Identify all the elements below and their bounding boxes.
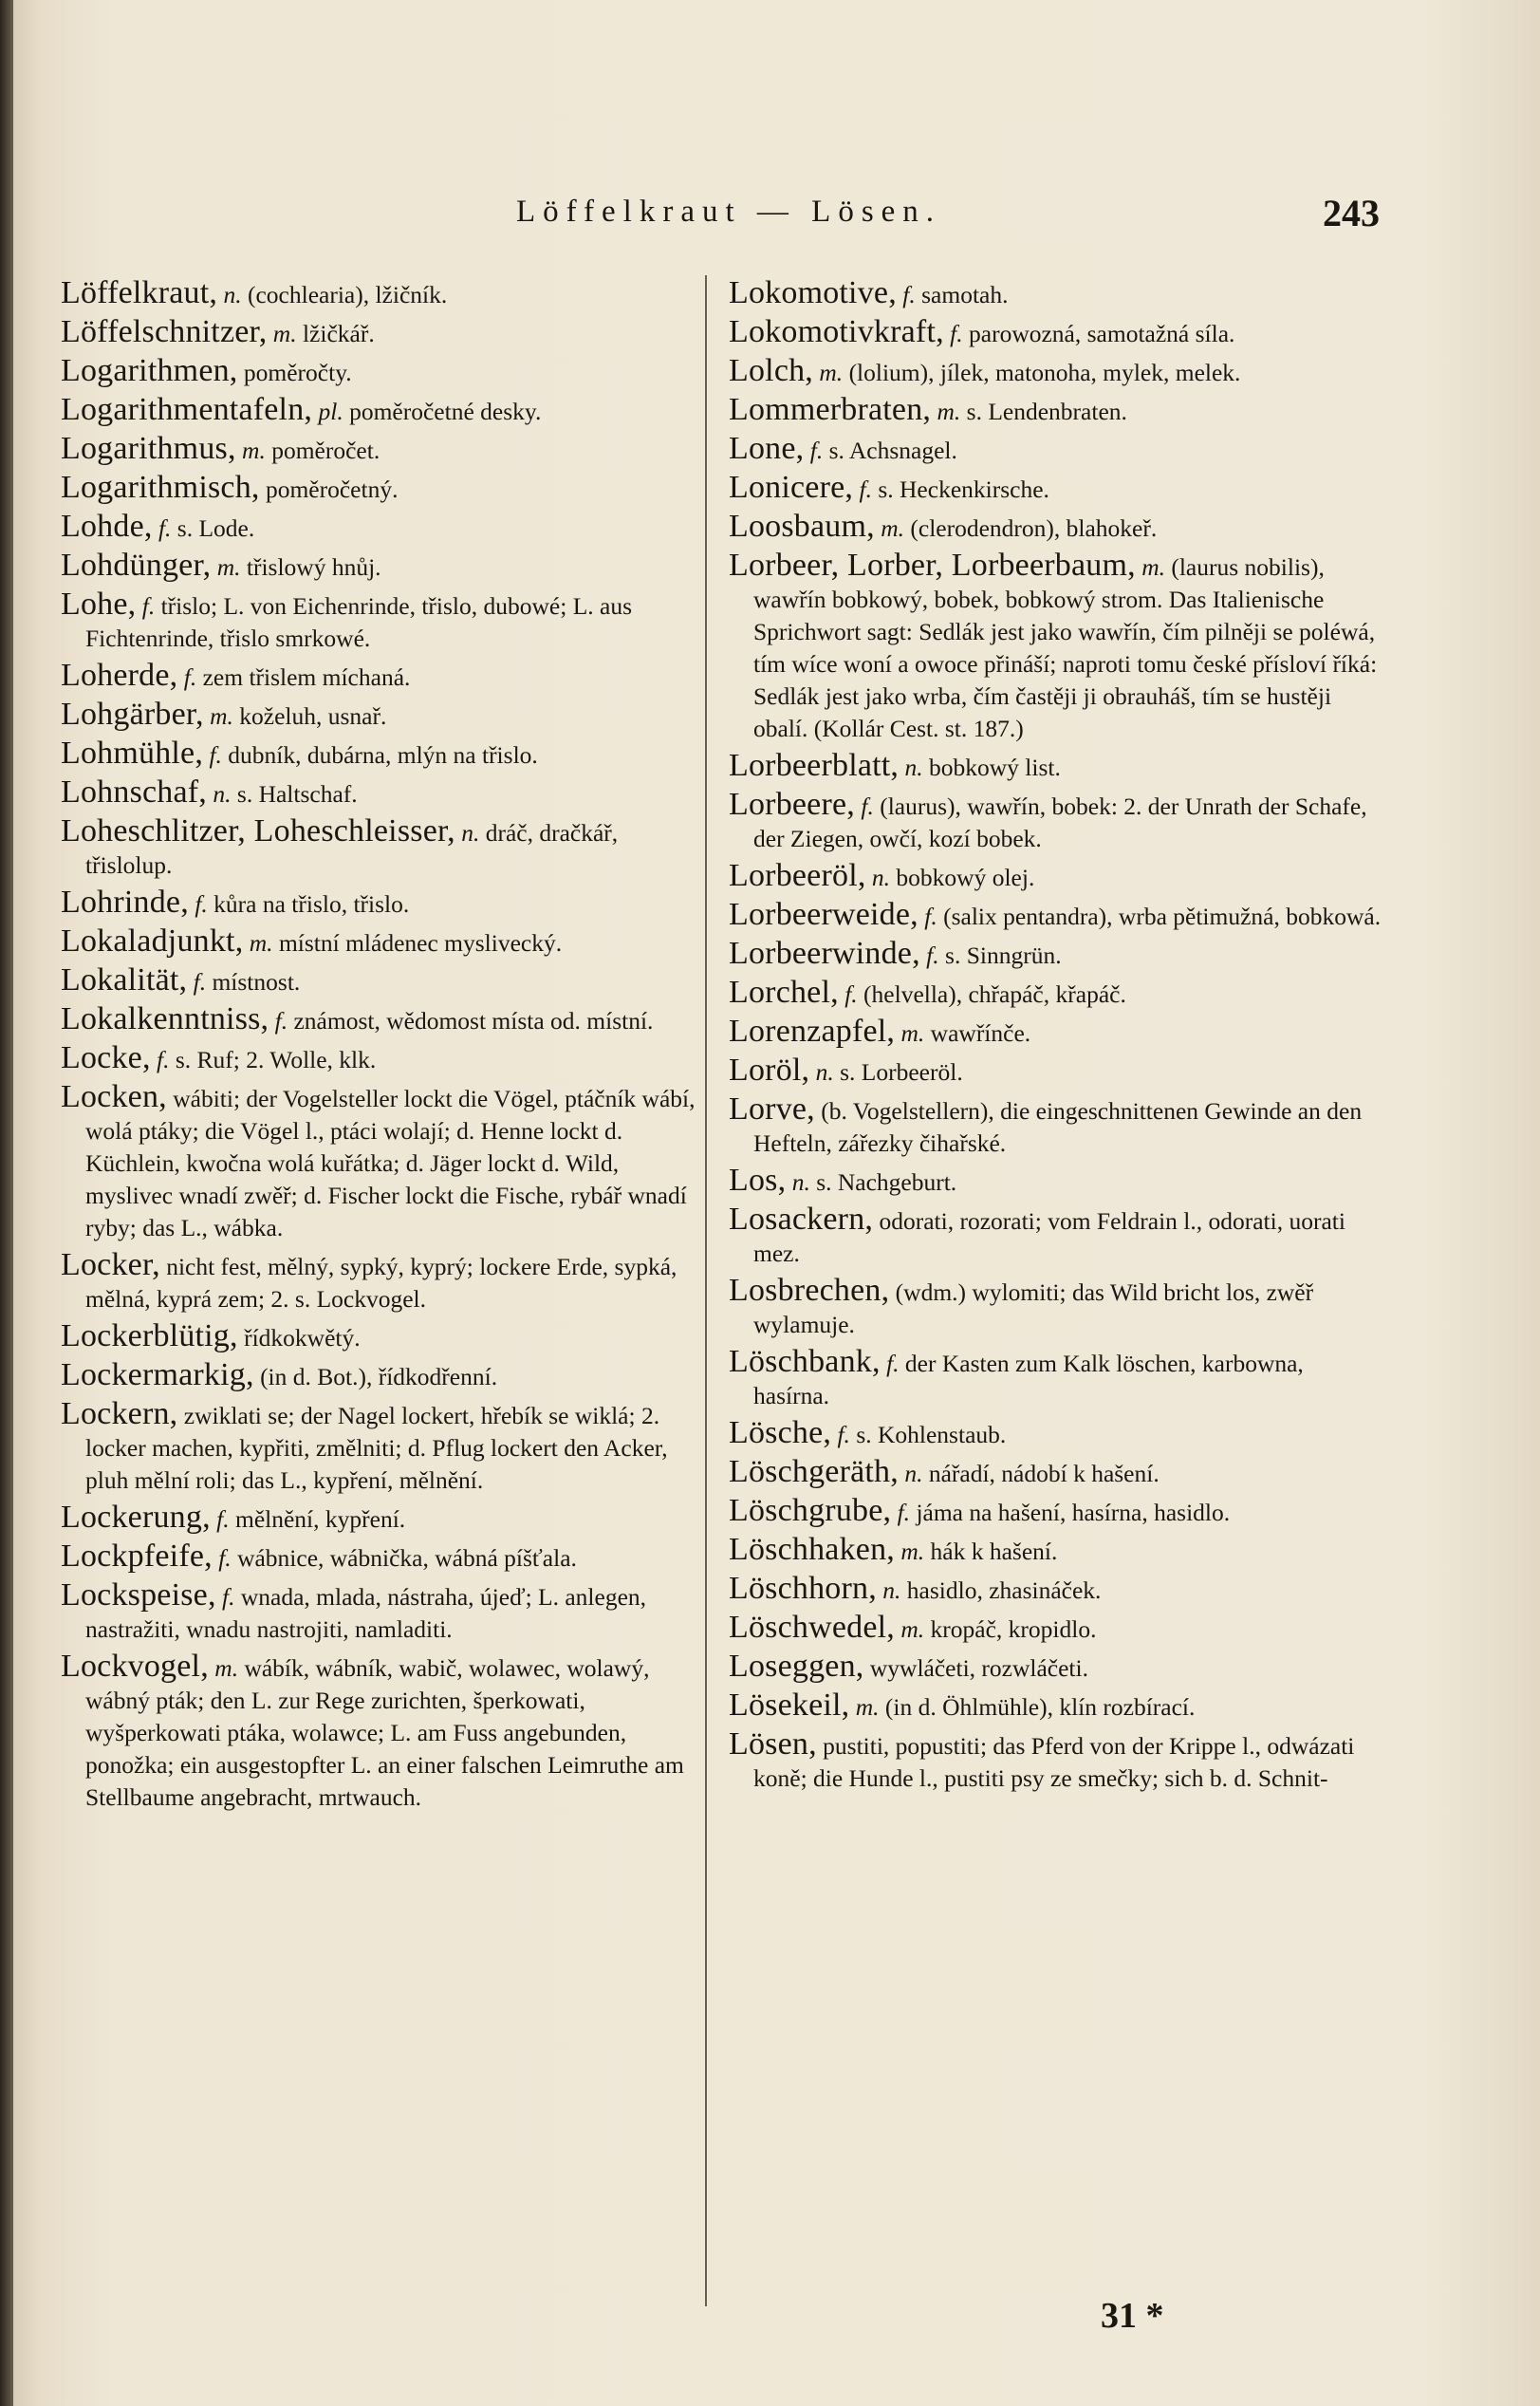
entry-headword: Locker,: [61, 1247, 160, 1282]
entry-grammar: n.: [904, 754, 923, 781]
page-header: [61, 192, 1380, 252]
dictionary-entry: [61, 1539, 706, 1575]
dictionary-entry: [729, 548, 1383, 745]
dictionary-entry: [61, 470, 706, 506]
entry-headword: Löschhaken,: [729, 1532, 895, 1567]
dictionary-entry: [61, 1040, 706, 1076]
dictionary-entry: [729, 1415, 1383, 1451]
entry-grammar: m.: [881, 514, 905, 542]
entry-definition: wábiti; der Vogelsteller lockt die Vögel, ptáčník wábí, wolá ptáky; die Vögel l., ptáci wolají; d. Henne lockt d. Küchlein, kwočna wolá kuřátka; d. Jäger lockt d. Wild, myslivec wnadí zwěř; d. Fischer lockt die Fische, rybář wnadí ryby; das L., wábka.: [85, 1085, 696, 1241]
entry-headword: Loherde,: [61, 658, 178, 693]
dictionary-entry: [729, 431, 1383, 467]
entry-definition: (clerodendron), blahokeř.: [910, 514, 1158, 542]
dictionary-entry: [61, 1500, 706, 1536]
entry-definition: samotah.: [921, 281, 1009, 308]
entry-grammar: f.: [141, 592, 156, 620]
entry-definition: (helvella), chřapáč, křapáč.: [863, 980, 1126, 1008]
entry-definition: (in d. Öhlmühle), klín rozbírací.: [884, 1693, 1196, 1721]
dictionary-entry: [729, 1163, 1383, 1199]
dictionary-entry: [61, 431, 706, 467]
entry-definition: s. Ruf; 2. Wolle, klk.: [175, 1046, 377, 1073]
page-number: 243: [1323, 192, 1380, 234]
entry-grammar: f.: [157, 1046, 170, 1073]
entry-definition: třislo; L. von Eichenrinde, třislo, dubowé; L. aus Fichtenrinde, třislo smrkowé.: [85, 592, 633, 652]
book-spine: [0, 0, 13, 2406]
entry-grammar: pl.: [318, 398, 343, 425]
entry-definition: s. Achsnagel.: [828, 437, 957, 464]
entry-definition: wywláčeti, rozwláčeti.: [869, 1654, 1088, 1682]
entry-grammar: f.: [216, 1505, 230, 1533]
dictionary-entry: [61, 885, 706, 921]
dictionary-entry: [61, 1079, 706, 1244]
entry-headword: Losackern,: [729, 1202, 874, 1237]
entry-headword: Lösen,: [729, 1726, 817, 1762]
dictionary-entry: [729, 1014, 1383, 1050]
entry-grammar: m.: [216, 553, 241, 581]
entry-headword: Logarithmisch,: [61, 470, 260, 505]
entry-grammar: n.: [904, 1460, 923, 1487]
entry-definition: pustiti, popustiti; das Pferd von der Krippe l., odwázati koně; die Hunde l., pustiti psy ze smečky; sich b. d. Schnit-: [753, 1732, 1355, 1792]
dictionary-entry: [729, 1454, 1383, 1490]
entry-headword: Lolch,: [729, 353, 814, 388]
dictionary-entry: [729, 1273, 1383, 1341]
dictionary-entry: [61, 1396, 706, 1497]
dictionary-entry: [729, 470, 1383, 506]
entry-definition: třislowý hnůj.: [246, 553, 381, 581]
dictionary-entry: [61, 962, 706, 998]
entry-headword: Lorchel,: [729, 975, 839, 1010]
dictionary-entry: [729, 1688, 1383, 1724]
entry-headword: Locken,: [61, 1079, 167, 1114]
dictionary-entry: [61, 587, 706, 655]
entry-definition: odorati, rozorati; vom Feldrain l., odorati, uorati mez.: [753, 1207, 1345, 1267]
entry-definition: (cochlearia), lžičník.: [247, 281, 448, 308]
dictionary-entry: [729, 392, 1383, 428]
dictionary-entry: [61, 314, 706, 350]
entry-headword: Lohe,: [61, 587, 137, 622]
entry-headword: Lorbeere,: [729, 787, 855, 822]
entry-headword: Lohmühle,: [61, 736, 204, 771]
dictionary-entry: [61, 813, 706, 882]
dictionary-entry: [729, 1610, 1383, 1646]
dictionary-entry: [61, 774, 706, 811]
entry-grammar: m.: [900, 1615, 925, 1643]
entry-grammar: f.: [861, 793, 874, 820]
dictionary-entry: [61, 392, 706, 428]
entry-definition: s. Kohlenstaub.: [856, 1421, 1007, 1448]
entry-headword: Losbrechen,: [729, 1273, 890, 1308]
entry-headword: Lorenzapfel,: [729, 1014, 896, 1049]
dictionary-entry: [729, 1344, 1383, 1412]
entry-grammar: f.: [809, 437, 824, 464]
entry-headword: Lockerung,: [61, 1500, 211, 1535]
entry-grammar: f.: [158, 514, 172, 542]
entry-grammar: m.: [249, 929, 273, 957]
dictionary-entry: [61, 736, 706, 772]
entry-definition: řídkokwětý.: [244, 1324, 361, 1352]
entry-headword: Loröl,: [729, 1053, 810, 1088]
dictionary-entry: [729, 1493, 1383, 1529]
dictionary-entry: [61, 658, 706, 694]
entry-grammar: f.: [218, 1544, 232, 1572]
dictionary-entry: [61, 353, 706, 389]
entry-headword: Logarithmus,: [61, 431, 236, 466]
entry-definition: s. Nachgeburt.: [816, 1168, 957, 1196]
dictionary-entry: [729, 975, 1383, 1011]
entry-definition: s. Lendenbraten.: [966, 398, 1127, 425]
entry-definition: lžičkář.: [302, 320, 375, 347]
entry-headword: Loheschlitzer, Loheschleisser,: [61, 813, 455, 849]
entry-grammar: m.: [272, 320, 297, 347]
dictionary-entry: [61, 1357, 706, 1393]
entry-definition: s. Haltschaf.: [236, 780, 358, 808]
dictionary-entry: [61, 1577, 706, 1646]
dictionary-entry: [61, 697, 706, 733]
entry-headword: Löschhorn,: [729, 1571, 877, 1606]
entry-definition: bobkowý olej.: [896, 864, 1035, 891]
dictionary-entry: [729, 509, 1383, 545]
entry-grammar: m.: [900, 1019, 925, 1047]
dictionary-entry: [729, 1091, 1383, 1160]
entry-definition: poměročet.: [271, 437, 380, 464]
entry-headword: Lohnschaf,: [61, 774, 208, 810]
entry-definition: der Kasten zum Kalk löschen, karbowna, hasírna.: [753, 1350, 1304, 1409]
entry-headword: Logarithmen,: [61, 353, 238, 388]
entry-headword: Lokaladjunkt,: [61, 923, 244, 959]
entry-grammar: f.: [950, 320, 963, 347]
entry-grammar: n.: [213, 780, 232, 808]
entry-grammar: f.: [222, 1583, 235, 1611]
entry-definition: s. Heckenkirsche.: [878, 476, 1049, 503]
entry-headword: Loseggen,: [729, 1649, 864, 1684]
entry-grammar: f.: [183, 663, 197, 691]
entry-definition: hasidlo, zhasináček.: [906, 1576, 1102, 1604]
entry-definition: jáma na hašení, hasírna, hasidlo.: [916, 1499, 1231, 1526]
entry-definition: (laurus nobilis), wawřín bobkowý, bobek, bobkowý strom. Das Italienische Sprichwort sagt: Sedlák jest jako wawřín, čím pilněji se poléwá, tím wíce woní a owoce přináší; naproti tomu české přísloví říká: Sedlák jest jako wrba, čím častěji ji obrauháš, tím se hustěji obalí. (Kollár Cest. st. 187.): [753, 553, 1378, 742]
entry-definition: (b. Vogelstellern), die eingeschnittenen Gewinde an den Hefteln, zářezky čihařské.: [753, 1097, 1363, 1157]
entry-definition: wawřínče.: [930, 1019, 1031, 1047]
entry-headword: Lorbeerwinde,: [729, 936, 920, 971]
dictionary-entry: [729, 1532, 1383, 1568]
entry-headword: Lorve,: [729, 1091, 815, 1127]
entry-headword: Lokalität,: [61, 962, 188, 998]
entry-grammar: n.: [871, 864, 891, 891]
dictionary-entry: [729, 1202, 1383, 1270]
entry-grammar: m.: [819, 359, 844, 386]
dictionary-entry: [729, 936, 1383, 972]
entry-definition: (lolium), jílek, matonoha, mylek, melek.: [848, 359, 1241, 386]
right-column: [729, 275, 1383, 1798]
dictionary-entry: [61, 1318, 706, 1354]
entry-definition: (in d. Bot.), řídkodřenní.: [260, 1363, 498, 1390]
entry-headword: Los,: [729, 1163, 787, 1198]
entry-headword: Lokomotivkraft,: [729, 314, 944, 349]
entry-grammar: f.: [193, 968, 207, 996]
dictionary-entry: [61, 1001, 706, 1037]
entry-definition: kropáč, kropidlo.: [930, 1615, 1097, 1643]
entry-grammar: m.: [1141, 553, 1165, 581]
entry-definition: poměročetný.: [265, 476, 399, 503]
entry-definition: zwiklati se; der Nagel lockert, hřebík se wiklá; 2. locker machen, kypřiti, změlniti; d. Pflug lockert den Acker, pluh mělní roli; das L., kypření, mělnění.: [85, 1402, 668, 1494]
entry-grammar: n.: [815, 1058, 834, 1086]
entry-headword: Lohde,: [61, 509, 153, 544]
dictionary-entry: [729, 1649, 1383, 1685]
entry-headword: Lone,: [729, 431, 805, 466]
entry-headword: Löffelschnitzer,: [61, 314, 268, 349]
entry-definition: (wdm.) wylomiti; das Wild bricht los, zwěř wylamuje.: [753, 1278, 1314, 1338]
entry-grammar: n.: [882, 1576, 901, 1604]
entry-headword: Lorbeerweide,: [729, 897, 918, 932]
dictionary-entry: [61, 509, 706, 545]
entry-definition: wábnice, wábnička, wábná píšťala.: [237, 1544, 577, 1572]
entry-headword: Lockern,: [61, 1396, 178, 1431]
entry-definition: místnost.: [212, 968, 301, 996]
entry-definition: wnada, mlada, nástraha, újeď; L. anlegen, nastražiti, wnadu nastrojiti, namladiti.: [85, 1583, 647, 1643]
entry-definition: koželuh, usnař.: [239, 702, 387, 730]
entry-definition: s. Sinngrün.: [945, 942, 1062, 969]
entry-grammar: f.: [274, 1007, 288, 1035]
dictionary-entry: [729, 314, 1383, 350]
entry-grammar: f.: [844, 980, 858, 1008]
entry-headword: Löschwedel,: [729, 1610, 895, 1645]
entry-headword: Lohdünger,: [61, 548, 212, 583]
entry-definition: hák k hašení.: [930, 1538, 1058, 1565]
entry-headword: Loosbaum,: [729, 509, 875, 544]
entry-headword: Lorbeer, Lorber, Lorbeerbaum,: [729, 548, 1136, 583]
dictionary-entry: [61, 1649, 706, 1814]
entry-definition: s. Lorbeeröl.: [840, 1058, 963, 1086]
dictionary-entry: [729, 1726, 1383, 1795]
entry-grammar: f.: [924, 903, 937, 930]
entry-definition: parowozná, samotažná síla.: [969, 320, 1235, 347]
entry-grammar: f.: [209, 741, 222, 769]
dictionary-entry: [729, 353, 1383, 389]
entry-headword: Löschbank,: [729, 1344, 881, 1379]
entry-grammar: m.: [214, 1654, 239, 1682]
entry-headword: Lokomotive,: [729, 275, 897, 310]
column-divider: [705, 275, 707, 2306]
entry-definition: (salix pentandra), wrba pětimužná, bobkowá.: [943, 903, 1382, 930]
entry-definition: poměročetné desky.: [349, 398, 542, 425]
entry-definition: mělnění, kypření.: [235, 1505, 406, 1533]
entry-headword: Lorbeeröl,: [729, 858, 866, 893]
entry-headword: Lohgärber,: [61, 697, 204, 732]
left-column: [61, 275, 706, 1817]
running-head: Löffelkraut — Lösen.: [516, 195, 942, 229]
entry-definition: (laurus), wawřín, bobek: 2. der Unrath der Schafe, der Ziegen, owčí, kozí bobek.: [753, 793, 1367, 852]
dictionary-entry: [729, 858, 1383, 894]
entry-definition: dubník, dubárna, mlýn na třislo.: [228, 741, 538, 769]
dictionary-entry: [61, 1247, 706, 1315]
entry-headword: Lockpfeife,: [61, 1539, 213, 1574]
entry-grammar: f.: [926, 942, 939, 969]
dictionary-entry: [61, 548, 706, 584]
entry-definition: dráč, dračkář, třislolup.: [85, 819, 619, 879]
entry-headword: Löffelkraut,: [61, 275, 218, 310]
dictionary-entry: [729, 1571, 1383, 1607]
dictionary-entry: [729, 897, 1383, 933]
entry-grammar: m.: [937, 398, 961, 425]
dictionary-entry: [61, 923, 706, 960]
entry-grammar: n.: [791, 1168, 810, 1196]
dictionary-entry: [61, 275, 706, 311]
entry-headword: Lockerblütig,: [61, 1318, 238, 1353]
entry-grammar: m.: [900, 1538, 925, 1565]
signature-mark: 31 *: [1101, 2296, 1164, 2336]
entry-definition: bobkowý list.: [929, 754, 1061, 781]
entry-headword: Lonicere,: [729, 470, 854, 505]
entry-definition: nářadí, nádobí k hašení.: [928, 1460, 1160, 1487]
entry-headword: Lohrinde,: [61, 885, 189, 920]
entry-grammar: f.: [902, 281, 916, 308]
entry-definition: zem třislem míchaná.: [202, 663, 411, 691]
dictionary-entry: [729, 275, 1383, 311]
entry-headword: Lösekeil,: [729, 1688, 850, 1723]
entry-definition: wábík, wábník, wabič, wolawec, wolawý, wábný pták; den L. zur Rege zurichten, šperkowati, wyšperkowati ptáka, wolawce; L. am Fuss angebunden, ponožka; ein ausgestopfter L. an einer falschen Leimruthe am Stellbaume angebracht, mrtwauch.: [85, 1654, 684, 1811]
entry-headword: Lokalkenntniss,: [61, 1001, 269, 1036]
entry-definition: kůra na třislo, třislo.: [213, 890, 410, 918]
entry-grammar: n.: [223, 281, 242, 308]
entry-definition: poměročty.: [243, 359, 352, 386]
dictionary-entry: [729, 1053, 1383, 1089]
entry-headword: Lockspeise,: [61, 1577, 216, 1613]
entry-definition: nicht fest, mělný, sypký, kyprý; lockere Erde, sypká, mělná, kyprá zem; 2. s. Lockvogel.: [85, 1253, 677, 1313]
entry-headword: Lösche,: [729, 1415, 832, 1450]
dictionary-entry: [729, 787, 1383, 855]
entry-grammar: f.: [195, 890, 208, 918]
entry-headword: Lorbeerblatt,: [729, 748, 900, 783]
entry-grammar: f.: [859, 476, 872, 503]
entry-definition: místní mládenec myslivecký.: [278, 929, 563, 957]
entry-headword: Lommerbraten,: [729, 392, 932, 427]
dictionary-entry: [729, 748, 1383, 784]
entry-definition: s. Lode.: [176, 514, 255, 542]
entry-headword: Logarithmentafeln,: [61, 392, 313, 427]
entry-grammar: n.: [461, 819, 480, 847]
entry-grammar: f.: [837, 1421, 850, 1448]
entry-headword: Löschgeräth,: [729, 1454, 899, 1489]
entry-definition: známost, wědomost místa od. místní.: [293, 1007, 654, 1035]
entry-grammar: m.: [855, 1693, 880, 1721]
entry-grammar: f.: [886, 1350, 900, 1377]
entry-headword: Lockermarkig,: [61, 1357, 254, 1392]
entry-grammar: m.: [210, 702, 233, 730]
entry-headword: Locke,: [61, 1040, 151, 1075]
entry-grammar: f.: [897, 1499, 911, 1526]
entry-grammar: m.: [242, 437, 266, 464]
entry-headword: Lockvogel,: [61, 1649, 209, 1684]
entry-headword: Löschgrube,: [729, 1493, 892, 1528]
